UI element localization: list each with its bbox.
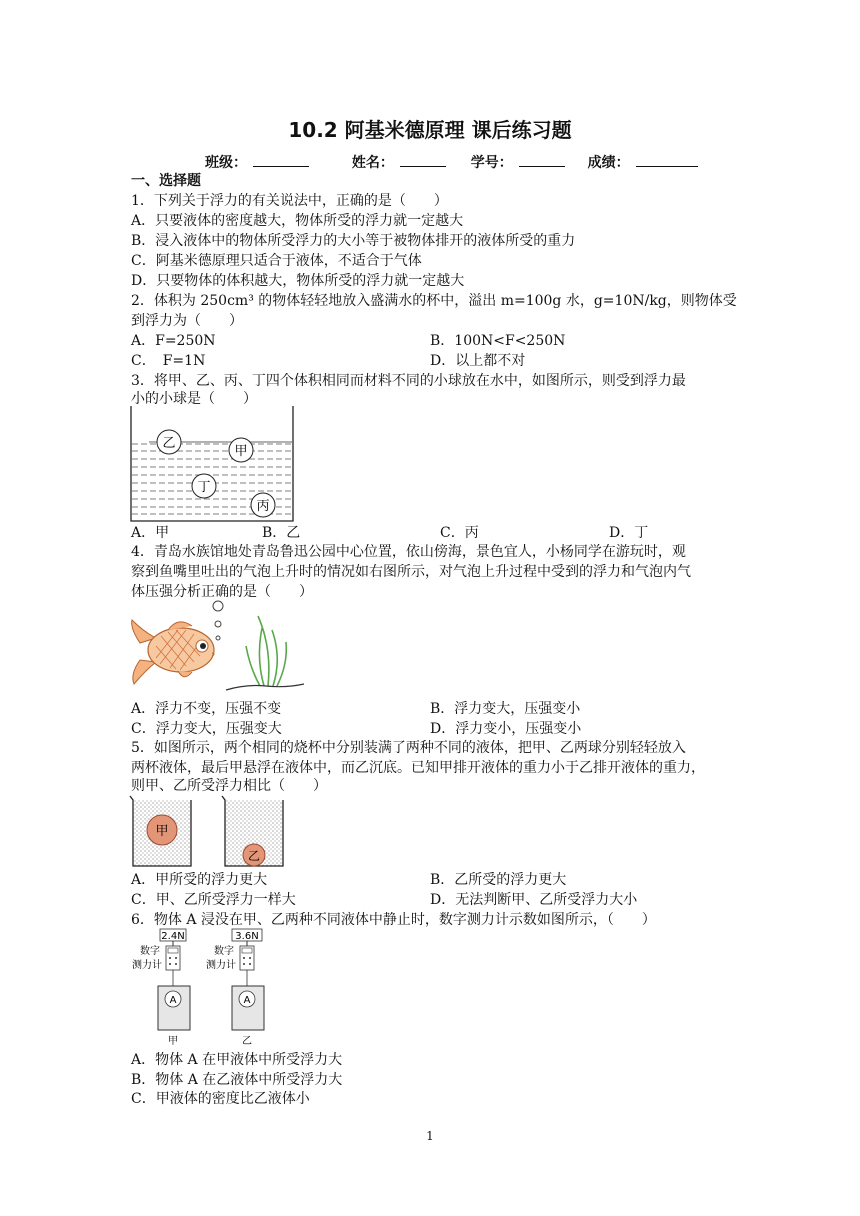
svg-text:乙: 乙 bbox=[162, 436, 176, 451]
id-label: 学号： bbox=[470, 155, 513, 171]
q5-stem-line3: 则甲、乙所受浮力相比（ ） bbox=[131, 778, 327, 794]
q6-option-b: B．物体 A 在乙液体中所受浮力大 bbox=[131, 1072, 343, 1088]
q6-stem: 6．物体 A 浸没在甲、乙两种不同液体中静止时，数字测力计示数如图所示，（ ） bbox=[131, 912, 656, 928]
q4-fish-bubbles-figure bbox=[126, 598, 306, 698]
svg-text:2.4N: 2.4N bbox=[161, 931, 185, 942]
page-number: 1 bbox=[426, 1129, 434, 1143]
q2-option-d: D．以上都不对 bbox=[430, 353, 526, 369]
q5-option-a: A．甲所受的浮力更大 bbox=[131, 872, 268, 888]
q4-stem-line3: 体压强分析正确的是（ ） bbox=[131, 584, 313, 600]
name-label: 姓名： bbox=[351, 155, 394, 171]
class-label: 班级： bbox=[205, 155, 247, 171]
q4-stem-line2: 察到鱼嘴里吐出的气泡上升时的情况如右图所示，对气泡上升过程中受到的浮力和气泡内气 bbox=[131, 564, 691, 580]
q5-stem-line2: 两杯液体，最后甲悬浮在液体中，而乙沉底。已知甲排开液体的重力小于乙排开液体的重力， bbox=[131, 760, 705, 776]
q2-option-c: C． F=1N bbox=[131, 353, 206, 369]
q4-option-d: D．浮力变小，压强变小 bbox=[430, 721, 582, 737]
q2-option-b: B．100N<F<250N bbox=[430, 333, 566, 349]
q5-beakers-figure bbox=[128, 794, 308, 870]
student-info-row bbox=[205, 152, 704, 172]
q1-option-b: B．浸入液体中的物体所受浮力的大小等于被物体排开的液体所受的重力 bbox=[131, 233, 576, 249]
svg-text:甲: 甲 bbox=[234, 444, 248, 459]
q5-stem-line1: 5．如图所示，两个相同的烧杯中分别装满了两种不同的液体，把甲、乙两球分别轻轻放入 bbox=[131, 740, 686, 756]
q3-water-tank-figure bbox=[129, 404, 297, 524]
fish bbox=[132, 620, 214, 684]
q2-option-a: A．F=250N bbox=[131, 333, 216, 349]
section-heading: 一、选择题 bbox=[131, 173, 201, 189]
name-blank bbox=[400, 152, 446, 167]
svg-text:测力计: 测力计 bbox=[132, 960, 162, 971]
q2-stem-line2: 到浮力为（ ） bbox=[131, 313, 243, 329]
q1-option-a: A．只要液体的密度越大，物体所受的浮力就一定越大 bbox=[131, 213, 464, 229]
svg-text:甲: 甲 bbox=[168, 1036, 178, 1047]
beaker-yi bbox=[222, 796, 283, 866]
sea-floor bbox=[226, 684, 304, 690]
q5-option-c: C．甲、乙所受浮力一样大 bbox=[131, 892, 296, 908]
svg-text:数字: 数字 bbox=[214, 946, 234, 957]
q1-stem: 1．下列关于浮力的有关说法中，正确的是（ ） bbox=[131, 193, 448, 209]
svg-text:丁: 丁 bbox=[197, 480, 211, 495]
bubbles bbox=[213, 601, 223, 640]
q6-option-c: C．甲液体的密度比乙液体小 bbox=[131, 1091, 310, 1107]
q3-option-d: D．丁 bbox=[609, 525, 649, 541]
q3-option-c: C．丙 bbox=[440, 525, 479, 541]
beaker-jia bbox=[130, 796, 191, 866]
svg-text:测力计: 测力计 bbox=[206, 960, 236, 971]
meter-setup-jia bbox=[132, 929, 190, 1047]
ball-ding bbox=[192, 474, 216, 498]
svg-text:甲: 甲 bbox=[155, 824, 169, 839]
q4-option-a: A．浮力不变，压强不变 bbox=[131, 701, 282, 717]
svg-text:数字: 数字 bbox=[140, 946, 160, 957]
ball-jia bbox=[229, 438, 253, 462]
q3-option-a: A．甲 bbox=[131, 525, 170, 541]
q1-option-c: C．阿基米德原理只适合于液体，不适合于气体 bbox=[131, 253, 422, 269]
q5-option-b: B．乙所受的浮力更大 bbox=[430, 872, 567, 888]
q3-stem-line2: 小的小球是（ ） bbox=[131, 391, 257, 407]
class-blank bbox=[253, 152, 309, 167]
q4-option-c: C．浮力变大，压强变大 bbox=[131, 721, 282, 737]
ball-bing bbox=[251, 493, 275, 517]
q2-stem-line1: 2．体积为 250cm³ 的物体轻轻地放入盛满水的杯中，溢出 m=100g 水，g=10N/kg，则物体受 bbox=[131, 293, 737, 309]
q4-option-b: B．浮力变大，压强变小 bbox=[430, 701, 581, 717]
svg-text:乙: 乙 bbox=[242, 1036, 252, 1047]
q6-force-meter-figure bbox=[128, 926, 288, 1050]
svg-text:3.6N: 3.6N bbox=[235, 931, 259, 942]
q1-option-d: D．只要物体的体积越大，物体所受的浮力就一定越大 bbox=[131, 273, 465, 289]
seaweed bbox=[246, 616, 286, 686]
svg-text:丙: 丙 bbox=[256, 499, 270, 514]
page-title: 10.2 阿基米德原理 课后练习题 bbox=[288, 118, 572, 142]
ball-yi bbox=[157, 430, 181, 454]
id-blank bbox=[519, 152, 565, 167]
q6-option-a: A．物体 A 在甲液体中所受浮力大 bbox=[131, 1052, 343, 1068]
q4-stem-line1: 4．青岛水族馆地处青岛鲁迅公园中心位置，依山傍海，景色宜人，小杨同学在游玩时，观 bbox=[131, 544, 686, 560]
svg-text:乙: 乙 bbox=[247, 849, 261, 863]
svg-text:A: A bbox=[243, 995, 251, 1006]
score-blank bbox=[636, 152, 698, 167]
meter-setup-yi bbox=[206, 929, 264, 1047]
svg-text:A: A bbox=[169, 995, 177, 1006]
q5-option-d: D．无法判断甲、乙所受浮力大小 bbox=[430, 892, 638, 908]
q3-option-b: B．乙 bbox=[262, 525, 301, 541]
q3-stem-line1: 3．将甲、乙、丙、丁四个体积相同而材料不同的小球放在水中，如图所示，则受到浮力最 bbox=[131, 373, 686, 389]
score-label: 成绩： bbox=[587, 155, 630, 171]
